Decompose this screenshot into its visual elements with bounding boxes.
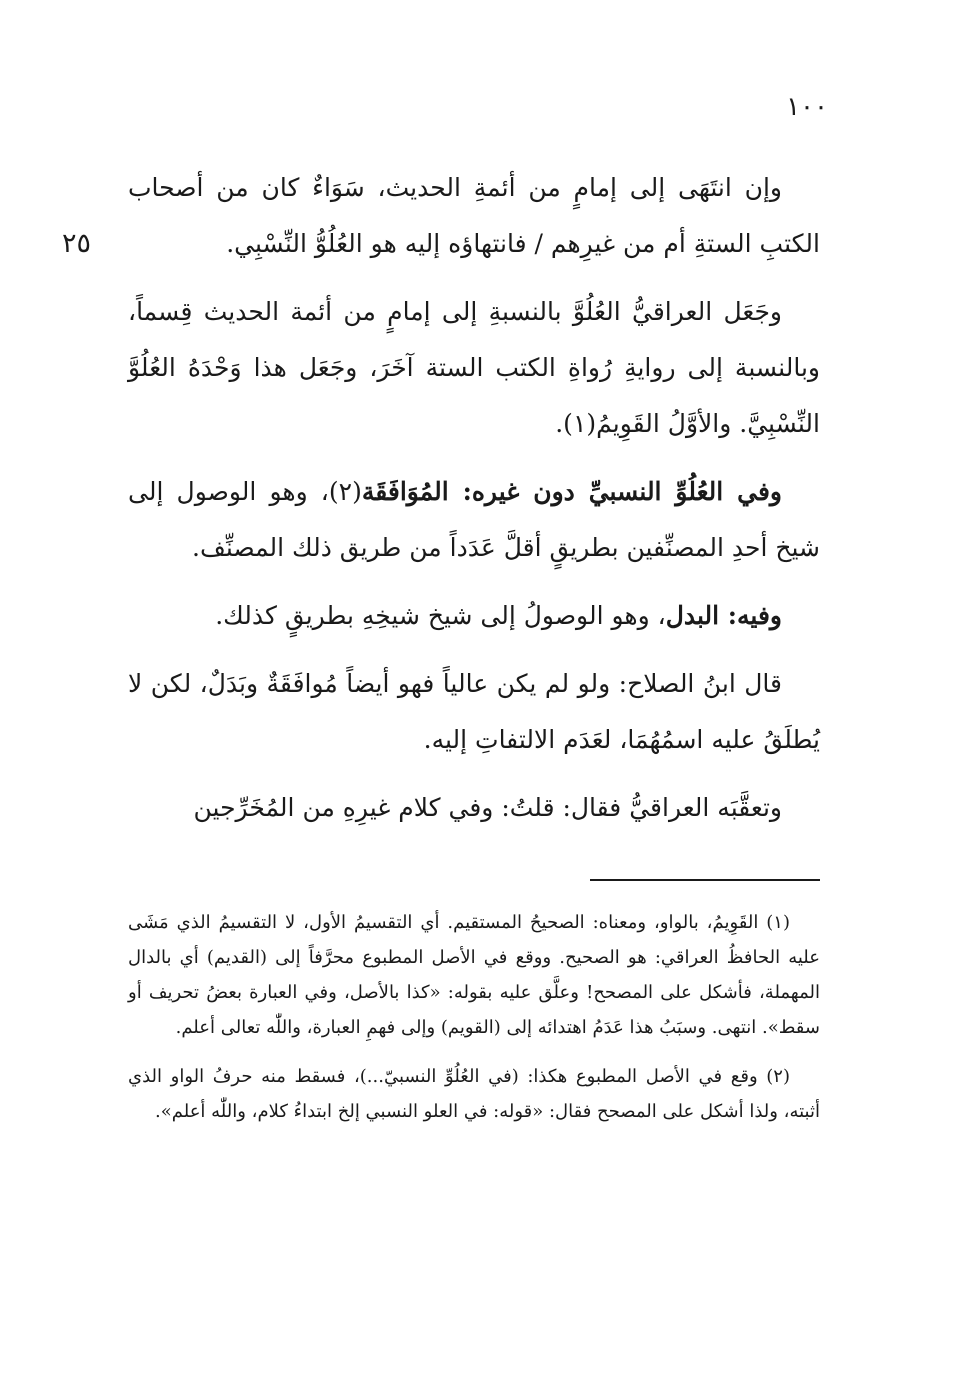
page-number: ١٠٠ [786, 92, 828, 122]
paragraph-1: وإن انتَهَى إلى إمامٍ من أئمةِ الحديث، سَوَاءٌ كان من أصحاب الكتبِ الستةِ أم من غيرِهم / فانتهاؤه إليه هو العُلُوُّ النِّسْبِي. [128, 173, 820, 258]
footnote-divider [590, 879, 820, 881]
paragraph-5: قال ابنُ الصلاح: ولو لم يكن عالياً فهو أيضاً مُوافَقَةٌ وبَدَلٌ، لكن لا يُطلَقُ عليه اسمُهُمَا، لعَدَم الالتفاتِ إليه. [128, 669, 820, 754]
paragraph-4-text: ، وهو الوصولُ إلى شيخ شيخِهِ بطريقٍ كذلك. [215, 601, 666, 630]
margin-line-number: ٢٥ [62, 228, 92, 259]
paragraph-4 [128, 588, 820, 644]
term-muwafaqa: وفي العُلُوِّ النسبيِّ دون غيره: المُوَافَقَة [361, 477, 782, 506]
footnotes [128, 905, 820, 1143]
footnote-1: (١) القَوِيمُ، بالواو، ومعناه: الصحيحُ المستقيم. أي التقسيمُ الأول، لا التقسيمُ الذي مَشَى عليه الحافظُ العراقي: هو الصحيح. ووقع في الأصل المطبوع محرَّفاً إلى (القديم) أي بالدال المهملة، فأشكل على المصحح! وعلَّق عليه بقوله: «كذا بالأصل، وفي العبارة بعضُ تحريف أو سقط». انتهى. وسبَبُ هذا عَدَمُ اهتدائه إلى (القويم) وإلى فهمِ العبارة، واللّٰه تعالى أعلم. [128, 912, 820, 1038]
term-badal: البدل [665, 601, 720, 630]
paragraph-6: وتعقَّبَه العراقيُّ فقال: قلتُ: وفي كلام غيرِهِ من المُخَرِّجين [193, 793, 782, 822]
main-text [128, 160, 820, 848]
paragraph-3 [128, 464, 820, 576]
paragraph-3-text: (٢)، وهو الوصول إلى شيخ أحدِ المصنِّفين بطريقٍ أقلَّ عَدَداً من طريق ذلك المصنِّف. [128, 477, 820, 562]
paragraph-4-lead: وفيه: [719, 601, 782, 630]
paragraph-2: وجَعَل العراقيُّ العُلُوَّ بالنسبةِ إلى إمامٍ من أئمة الحديث قِسماً، وبالنسبة إلى روايةِ رُواةِ الكتب الستة آخَرَ، وجَعَل هذا وَحْدَهُ العُلُوَّ النِّسْبِيَّ. والأوَّلُ القَوِيمُ(١). [128, 297, 820, 438]
footnote-2: (٢) وقع في الأصل المطبوع هكذا: (في العُلُوِّ النسبيّ...)، فسقط منه حرفُ الواو الذي أثبته، ولذا أشكل على المصحح فقال: «قوله: في العلو النسبي إلخ ابتداءُ كلام، واللّٰه أعلم». [128, 1066, 820, 1122]
